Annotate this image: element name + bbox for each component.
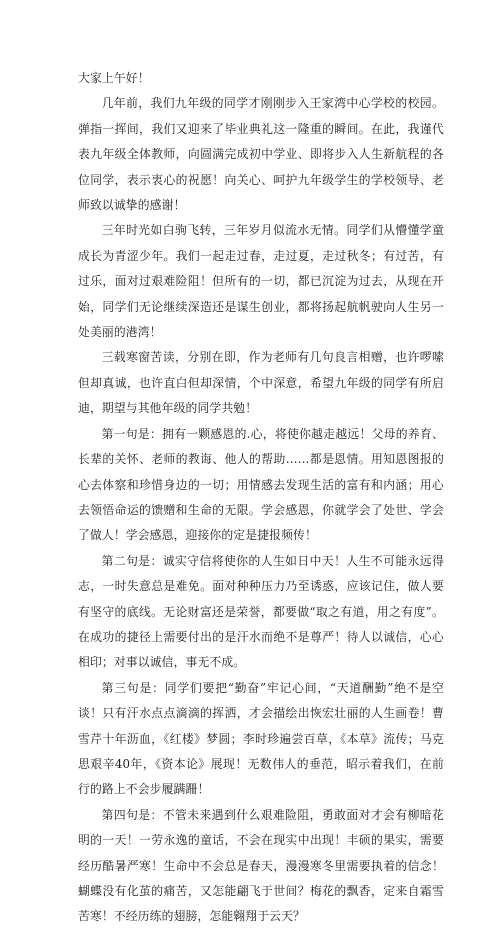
paragraph-opening: 几年前，我们九年级的同学才刚刚步入王家湾中心学校的校园。弹指一挥间，我们又迎来了毕业典礼这一隆重的瞬间。在此，我谨代表九年级全体教师，向圆满完成初中学业、即将步入人生新航程的各位同学，表示衷心的祝愿！向关心、呵护九年级学生的学校领导、老师致以诚挚的感谢！: [78, 96, 444, 213]
greeting: 大家上午好！: [78, 71, 150, 85]
paragraph-advice-intro: 三载寒窗苦读，分别在即，作为老师有几句良言相赠，也许啰嗦但却真诚，也许直白但却深情，个中深意，希望九年级的同学有所启迪，期望与其他年级的同学共勉！: [78, 350, 444, 416]
paragraph-courage: 第四句是：不管未来遇到什么艰难险阻，勇敢面对才会有柳暗花明的一天！一劳永逸的童话，不会在现实中出现！丰硕的果实，需要经历酷暑严寒！生命中不会总是春天，漫漫寒冬里需要执着的信念！蝴蝶没有化茧的痛苦，又怎能翩飞于世间？梅花的飘香，定来自霜雪苦寒！不经历练的翅膀，怎能翱翔于云天？: [78, 807, 444, 924]
paragraph-diligence: 第三句是：同学们要把“勤奋”牢记心间，“天道酬勤”绝不是空谈！只有汗水点点滴滴的挥洒，才会描绘出恢宏壮丽的人生画卷！曹雪芹十年沥血，《红楼》梦圆；李时珍遍尝百草，《本草》流传；马克思艰辛40年，《资本论》展现！无数伟人的垂范，昭示着我们，在前行的路上不会步履蹒跚！: [78, 680, 444, 797]
paragraph-gratitude: 第一句是：拥有一颗感恩的.心，将使你越走越远！父母的养育、长辈的关怀、老师的教诲、他人的帮助……都是恩情。用知恩图报的心去体察和珍惜身边的一切；用情感去发现生活的富有和内涵；用心去领悟命运的馈赠和生命的无限。学会感恩，你就学会了处世、学会了做人！学会感恩，迎接你的定是捷报频传！: [78, 426, 444, 543]
paragraph-three-years: 三年时光如白驹飞转，三年岁月似流水无情。同学们从懵懂学童成长为青涩少年。我们一起走过春，走过夏，走过秋冬；有过苦，有过乐，面对过艰难险阻！但所有的一切，都已沉淀为过去，从现在开始，同学们无论继续深造还是谋生创业，都将扬起航帆驶向人生另一处美丽的港湾！: [78, 223, 444, 340]
paragraph-honesty: 第二句是：诚实守信将使你的人生如日中天！人生不可能永远得志，一时失意总是难免。面对种种压力乃至诱惑，应该记住，做人要有坚守的底线。无论财富还是荣誉，都要做“取之有道，用之有度”。在成功的捷径上需要付出的是汗水而绝不是尊严！待人以诚信，心心相印；对事以诚信，事无不成。: [78, 553, 444, 670]
